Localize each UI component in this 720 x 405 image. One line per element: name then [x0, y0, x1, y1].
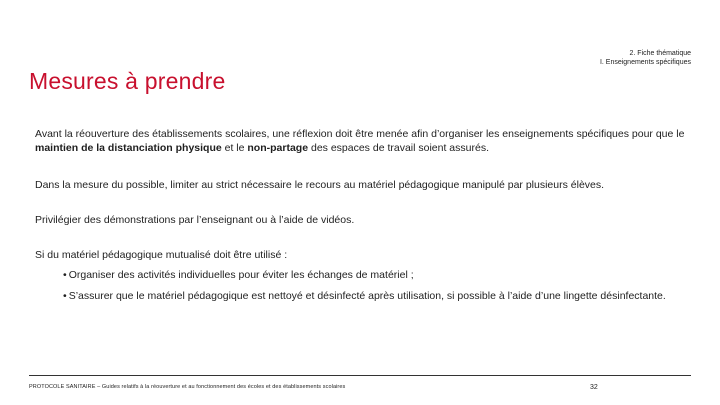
page-number: 32: [590, 384, 598, 391]
footer-text: PROTOCOLE SANITAIRE – Guides relatifs à la réouverture et au fonctionnement des écoles et des établissements scolaires: [29, 384, 346, 390]
paragraph-demonstrations: Privilégier des démonstrations par l’enseignant ou à l’aide de vidéos.: [35, 214, 355, 226]
bullet-list: [63, 268, 697, 303]
intro-text-1: Avant la réouverture des établissements scolaires, une réflexion doit être menée afin d’organiser les enseignements spécifiques pour que le: [35, 128, 685, 140]
list-item-text: S’assurer que le matériel pédagogique est nettoyé et désinfecté après utilisation, si possible à l’aide d’une lingette désinfectante.: [68, 290, 666, 302]
intro-text-2: et le: [221, 142, 248, 154]
list-item: [63, 289, 697, 303]
intro-bold-non-partage: non-partage: [247, 142, 309, 154]
bullet-icon: •: [63, 290, 67, 302]
page-title: Mesures à prendre: [29, 68, 226, 94]
paragraph-intro: [35, 127, 697, 155]
paragraph-mutualise: Si du matériel pédagogique mutualisé doit être utilisé :: [35, 249, 288, 261]
list-item-text: Organiser des activités individuelles pour éviter les échanges de matériel ;: [68, 269, 414, 281]
paragraph-materiel: Dans la mesure du possible, limiter au strict nécessaire le recours au matériel pédagogique manipulé par plusieurs élèves.: [35, 179, 605, 191]
main-content: [35, 127, 697, 310]
intro-text-3: des espaces de travail soient assurés.: [308, 142, 489, 154]
bullet-icon: •: [63, 269, 67, 281]
section-indicator-line2: I. Enseignements spécifiques: [599, 59, 691, 66]
section-indicator: [600, 49, 691, 67]
section-indicator-line1: 2. Fiche thématique: [629, 50, 691, 57]
list-item: [63, 268, 697, 282]
footer-divider: [29, 375, 691, 376]
intro-bold-distanciation: maintien de la distanciation physique: [35, 142, 222, 154]
